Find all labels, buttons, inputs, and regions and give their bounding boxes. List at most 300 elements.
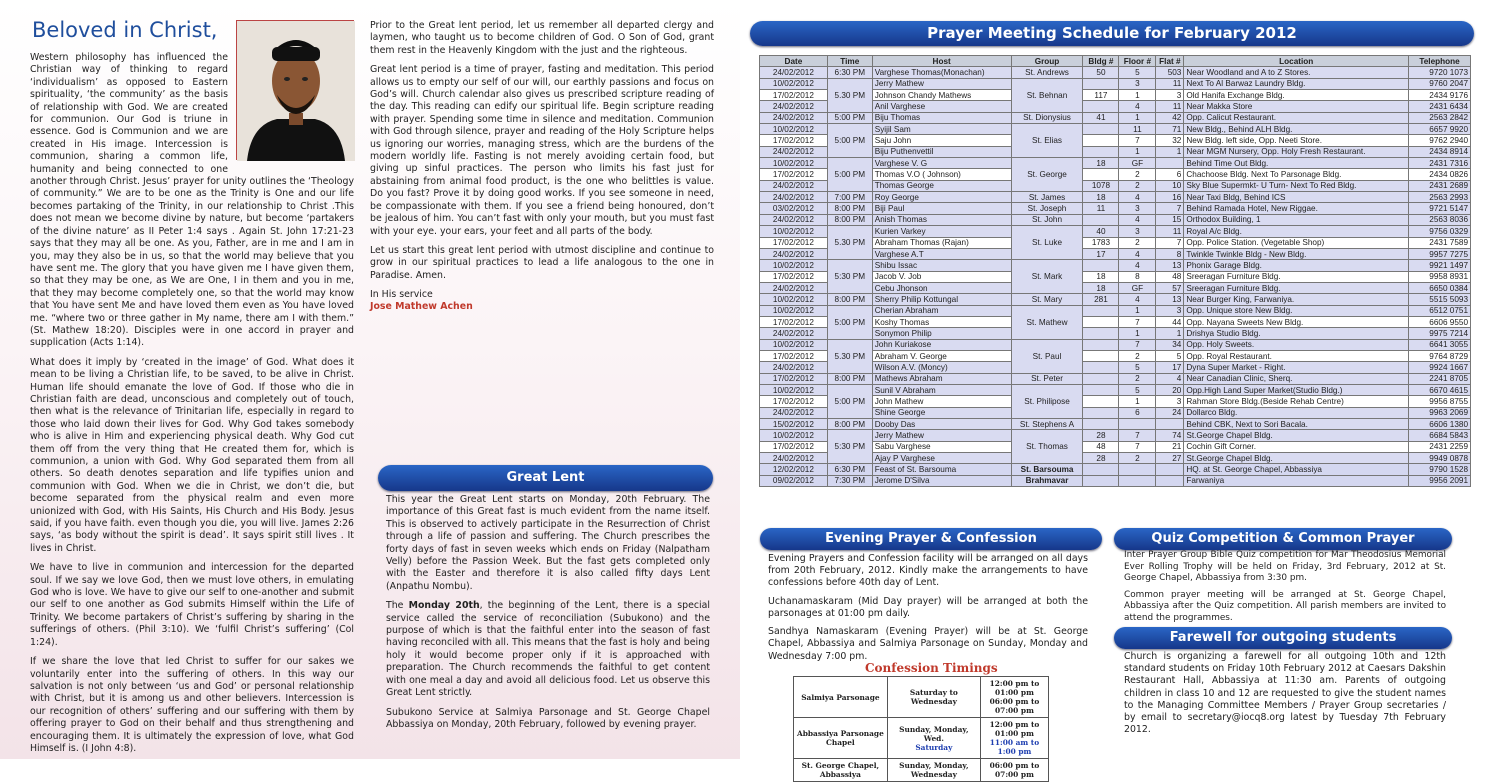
letter-paragraph: Great lent period is a time of prayer, fasting and meditation. This period allows us to empty our self of our will, our earthly passions and focus on God’s will. Church calendar also gives us prescribed scripture reading of the day. This reading can edify our spiritual life. Begin scripture reading with prayer. Spending some time in silence and meditation. Communion with God through silence, prayer and reading of the Holy Scripture helps us ignoring our worries, managing stress, which are the burdens of the modern worldly life. Fasting is not merely avoiding certain food, but giving up sinful practices. The person who limits his fast just for abstaining from animal food product, is the one who belittles is value. Do you fast? Prove it by doing good works. If you see someone in need, be compassionate with them. If you see a friend being honoured, don’t be jealous of him. You can’t fast with only your mouth, but you must fast with your eye. your ears, your feet and all parts of the body. — [370, 64, 714, 237]
schedule-date: 17/02/2012 — [760, 169, 828, 180]
schedule-bldg — [1083, 260, 1119, 271]
schedule-date: 24/02/2012 — [760, 180, 828, 191]
schedule-date: 24/02/2012 — [760, 101, 828, 112]
schedule-bldg — [1083, 169, 1119, 180]
schedule-floor: GF — [1119, 158, 1156, 169]
schedule-location: Opp. Nayana Sweets New Bldg. — [1184, 316, 1409, 327]
schedule-time: 5:00 PM — [827, 305, 872, 339]
schedule-date: 17/02/2012 — [760, 90, 828, 101]
evening-prayer-heading: Evening Prayer & Confession — [760, 528, 1102, 550]
schedule-floor: 4 — [1119, 192, 1156, 203]
schedule-date: 17/02/2012 — [760, 271, 828, 282]
great-lent-body — [386, 494, 710, 738]
schedule-host: Saju John — [872, 135, 1011, 146]
schedule-date: 24/02/2012 — [760, 328, 828, 339]
schedule-group: St. Thomas — [1011, 430, 1083, 464]
great-lent-p2-bold: Monday 20th — [408, 600, 480, 612]
schedule-telephone: 5515 5093 — [1409, 294, 1471, 305]
schedule-date: 10/02/2012 — [760, 294, 828, 305]
schedule-bldg — [1083, 464, 1119, 475]
schedule-telephone: 9949 0878 — [1409, 453, 1471, 464]
schedule-group: St. Barsouma — [1011, 464, 1083, 475]
schedule-bldg: 18 — [1083, 282, 1119, 293]
schedule-bldg — [1083, 384, 1119, 395]
schedule-flat: 15 — [1156, 214, 1184, 225]
schedule-flat: 4 — [1156, 373, 1184, 384]
schedule-row — [760, 339, 1471, 350]
schedule-host: Sunil V Abraham — [872, 384, 1011, 395]
schedule-telephone: 6641 3055 — [1409, 339, 1471, 350]
schedule-flat: 1 — [1156, 328, 1184, 339]
schedule-row — [760, 124, 1471, 135]
schedule-flat: 6 — [1156, 169, 1184, 180]
schedule-floor: 4 — [1119, 101, 1156, 112]
schedule-location: Royal A/c Bldg. — [1184, 226, 1409, 237]
schedule-flat — [1156, 464, 1184, 475]
schedule-floor: 2 — [1119, 180, 1156, 191]
confession-time — [980, 718, 1048, 759]
schedule-group: St. Philipose — [1011, 384, 1083, 418]
schedule-floor: 8 — [1119, 271, 1156, 282]
schedule-location: St.George Chapel Bldg. — [1184, 453, 1409, 464]
schedule-telephone: 2431 7589 — [1409, 237, 1471, 248]
schedule-date: 10/02/2012 — [760, 78, 828, 89]
schedule-location: Sreeragan Furniture Bldg. — [1184, 282, 1409, 293]
schedule-location: Opp. Unique store New Bldg. — [1184, 305, 1409, 316]
schedule-flat: 57 — [1156, 282, 1184, 293]
schedule-bldg — [1083, 101, 1119, 112]
schedule-time: 8:00 PM — [827, 419, 872, 430]
schedule-bldg — [1083, 362, 1119, 373]
schedule-location: Opp. Police Station. (Vegetable Shop) — [1184, 237, 1409, 248]
schedule-floor: 1 — [1119, 328, 1156, 339]
schedule-floor: 7 — [1119, 339, 1156, 350]
confession-row — [794, 759, 1049, 782]
evening-paragraph: Sandhya Namaskaram (Evening Prayer) will be at St. George Chapel, Abbassiya and Salmiya Parsonage on Sunday, Monday and Wednesday 7:00 pm. — [768, 626, 1088, 662]
schedule-date: 24/02/2012 — [760, 214, 828, 225]
schedule-date: 24/02/2012 — [760, 282, 828, 293]
schedule-flat: 7 — [1156, 203, 1184, 214]
schedule-floor: 2 — [1119, 169, 1156, 180]
schedule-location: New Bldg. left side, Opp. Neeti Store. — [1184, 135, 1409, 146]
schedule-row — [760, 112, 1471, 123]
letter-paragraph: If we share the love that led Christ to suffer for our sakes we voluntarily enter into the suffering of others. In this way our salvation is not only between ‘us and God’ or personal relationship with Christ, but it is among us and other believers. Intercession is our recognition of others’ suffering and our suffering with them by offering prayer to God on their behalf and thus strengthening and encouraging them. It is ultimately the expression of love, what God Himself is. (I John 4:8). — [30, 656, 354, 754]
schedule-bldg: 281 — [1083, 294, 1119, 305]
quiz-body — [1124, 550, 1446, 629]
schedule-date: 24/02/2012 — [760, 407, 828, 418]
schedule-bldg — [1083, 78, 1119, 89]
schedule-floor: 5 — [1119, 67, 1156, 78]
schedule-host: Anish Thomas — [872, 214, 1011, 225]
schedule-group: St. John — [1011, 214, 1083, 225]
schedule-telephone: 2563 8036 — [1409, 214, 1471, 225]
schedule-telephone: 6650 0384 — [1409, 282, 1471, 293]
schedule-flat: 7 — [1156, 237, 1184, 248]
schedule-bldg — [1083, 316, 1119, 327]
schedule-location: Dyna Super Market - Right. — [1184, 362, 1409, 373]
schedule-time: 5.30 PM — [827, 78, 872, 112]
schedule-host: Cherian Abraham — [872, 305, 1011, 316]
confession-time-1: 12:00 pm to 01:00 pm — [989, 720, 1040, 738]
schedule-floor: 5 — [1119, 362, 1156, 373]
schedule-floor: GF — [1119, 282, 1156, 293]
confession-time-2: 11:00 am to 1:00 pm — [989, 738, 1040, 756]
schedule-heading: Prayer Meeting Schedule for February 2012 — [750, 21, 1474, 46]
confession-days: Sunday, Monday, Wednesday — [887, 759, 980, 782]
schedule-row — [760, 192, 1471, 203]
confession-row — [794, 718, 1049, 759]
schedule-time: 5:00 PM — [827, 112, 872, 123]
schedule-time: 5:30 PM — [827, 260, 872, 294]
schedule-header-cell: Date — [760, 56, 828, 67]
schedule-telephone: 9762 2940 — [1409, 135, 1471, 146]
schedule-location: Opp. Calicut Restaurant. — [1184, 112, 1409, 123]
confession-days-2: Saturday — [915, 742, 953, 752]
schedule-date: 17/02/2012 — [760, 350, 828, 361]
schedule-host: Sherry Philip Kottungal — [872, 294, 1011, 305]
schedule-flat — [1156, 158, 1184, 169]
schedule-flat: 13 — [1156, 260, 1184, 271]
schedule-host: Syijil Sam — [872, 124, 1011, 135]
schedule-flat: 44 — [1156, 316, 1184, 327]
schedule-row — [760, 214, 1471, 225]
schedule-date: 15/02/2012 — [760, 419, 828, 430]
schedule-bldg: 18 — [1083, 158, 1119, 169]
schedule-bldg — [1083, 475, 1119, 486]
schedule-flat: 503 — [1156, 67, 1184, 78]
letter-column-2 — [370, 20, 714, 321]
schedule-date: 24/02/2012 — [760, 67, 828, 78]
schedule-date: 03/02/2012 — [760, 203, 828, 214]
schedule-host: Varghese Thomas(Monachan) — [872, 67, 1011, 78]
schedule-location: Orthodox Building, 1 — [1184, 214, 1409, 225]
schedule-telephone: 6684 5843 — [1409, 430, 1471, 441]
quiz-paragraph: Common prayer meeting will be arranged at St. George Chapel, Abbassiya after the Quiz competition. All parish members are invited to attend the programmes. — [1124, 589, 1446, 623]
schedule-row — [760, 294, 1471, 305]
schedule-location: Farwaniya — [1184, 475, 1409, 486]
schedule-group: St. Paul — [1011, 339, 1083, 373]
schedule-telephone: 9756 0329 — [1409, 226, 1471, 237]
schedule-time: 5:00 PM — [827, 124, 872, 158]
schedule-bldg — [1083, 146, 1119, 157]
schedule-row — [760, 384, 1471, 395]
schedule-date: 10/02/2012 — [760, 226, 828, 237]
schedule-location: Behind Time Out Bldg. — [1184, 158, 1409, 169]
schedule-floor: 7 — [1119, 430, 1156, 441]
schedule-body — [760, 67, 1471, 487]
schedule-floor: 4 — [1119, 214, 1156, 225]
schedule-bldg — [1083, 373, 1119, 384]
confession-days: Saturday to Wednesday — [887, 677, 980, 718]
schedule-telephone: 9956 2091 — [1409, 475, 1471, 486]
schedule-group: St. Behnan — [1011, 78, 1083, 112]
schedule-group: St. James — [1011, 192, 1083, 203]
schedule-location: Next To Al Barwaz Laundry Bldg. — [1184, 78, 1409, 89]
schedule-flat: 34 — [1156, 339, 1184, 350]
schedule-flat: 1 — [1156, 146, 1184, 157]
schedule-flat: 8 — [1156, 248, 1184, 259]
schedule-date: 10/02/2012 — [760, 260, 828, 271]
schedule-floor: 4 — [1119, 294, 1156, 305]
schedule-bldg — [1083, 135, 1119, 146]
schedule-flat: 10 — [1156, 180, 1184, 191]
schedule-floor: 2 — [1119, 373, 1156, 384]
schedule-row — [760, 226, 1471, 237]
schedule-bldg: 11 — [1083, 203, 1119, 214]
schedule-location: New Bldg., Behind ALH Bldg. — [1184, 124, 1409, 135]
schedule-bldg — [1083, 350, 1119, 361]
schedule-header-cell: Floor # — [1119, 56, 1156, 67]
schedule-flat — [1156, 475, 1184, 486]
schedule-location: Opp. Holy Sweets. — [1184, 339, 1409, 350]
schedule-flat: 3 — [1156, 396, 1184, 407]
schedule-floor: 1 — [1119, 112, 1156, 123]
schedule-group: St. Luke — [1011, 226, 1083, 260]
schedule-group: St. Mark — [1011, 260, 1083, 294]
schedule-flat: 24 — [1156, 407, 1184, 418]
schedule-row — [760, 78, 1471, 89]
schedule-flat: 27 — [1156, 453, 1184, 464]
great-lent-paragraph: Subukono Service at Salmiya Parsonage and St. George Chapel Abbassiya on Monday, 20th February, followed by evening prayer. — [386, 706, 710, 730]
schedule-bldg: 41 — [1083, 112, 1119, 123]
schedule-telephone: 9957 7275 — [1409, 248, 1471, 259]
schedule-time: 5.30 PM — [827, 226, 872, 260]
schedule-flat: 11 — [1156, 101, 1184, 112]
schedule-telephone: 2563 2842 — [1409, 112, 1471, 123]
schedule-bldg: 1078 — [1083, 180, 1119, 191]
schedule-host: Cebu Jhonson — [872, 282, 1011, 293]
schedule-host: Varghese V. G — [872, 158, 1011, 169]
schedule-host: Biju Thomas — [872, 112, 1011, 123]
great-lent-p2-rest: , the beginning of the Lent, there is a special service called the service of reconciliation (Subukono) and the purpose of which is that the faithful enter into the season of fast having reconciled with all. This means that the fast is holy and being holy it would become proper only if it is approached with preparation. The Church recommends the faithful to get content with one meal a day and avoid all delicious food. Let us observe this Great Lent strictly. — [386, 600, 710, 699]
schedule-group: St. Stephens A — [1011, 419, 1083, 430]
schedule-date: 17/02/2012 — [760, 237, 828, 248]
schedule-flat: 3 — [1156, 305, 1184, 316]
schedule-group: St. Dionysius — [1011, 112, 1083, 123]
schedule-floor — [1119, 419, 1156, 430]
schedule-date: 10/02/2012 — [760, 124, 828, 135]
quiz-paragraph: Inter Prayer Group Bible Quiz competition for Mar Theodosius Memorial Ever Rolling Trophy will be held on Friday, 3rd February, 2012 at St. George Chapel, Abbassiya from 3:30 pm. — [1124, 550, 1446, 584]
schedule-flat: 13 — [1156, 294, 1184, 305]
schedule-telephone: 2431 2259 — [1409, 441, 1471, 452]
schedule-row — [760, 305, 1471, 316]
schedule-row — [760, 158, 1471, 169]
schedule-date: 12/02/2012 — [760, 464, 828, 475]
schedule-floor: 11 — [1119, 124, 1156, 135]
schedule-time: 8:00 PM — [827, 203, 872, 214]
schedule-floor: 3 — [1119, 78, 1156, 89]
schedule-location: Chachoose Bldg. Next To Parsonage Bldg. — [1184, 169, 1409, 180]
schedule-group: St. George — [1011, 158, 1083, 192]
schedule-flat: 16 — [1156, 192, 1184, 203]
schedule-header-cell: Time — [827, 56, 872, 67]
confession-timings-table — [793, 676, 1049, 782]
schedule-floor — [1119, 475, 1156, 486]
evening-prayer-body — [768, 553, 1088, 669]
schedule-host: Anil Varghese — [872, 101, 1011, 112]
schedule-floor: 5 — [1119, 384, 1156, 395]
schedule-bldg — [1083, 407, 1119, 418]
schedule-location: Near MGM Nursery, Opp. Holy Fresh Restaurant. — [1184, 146, 1409, 157]
schedule-location: Rahman Store Bldg.(Beside Rehab Centre) — [1184, 396, 1409, 407]
letter-closing: In His service — [370, 289, 433, 301]
schedule-header-cell: Group — [1011, 56, 1083, 67]
schedule-bldg: 18 — [1083, 192, 1119, 203]
schedule-location: Drishya Studio Bldg. — [1184, 328, 1409, 339]
schedule-floor: 2 — [1119, 237, 1156, 248]
schedule-host: Feast of St. Barsouma — [872, 464, 1011, 475]
confession-place: St. George Chapel, Abbassiya — [794, 759, 888, 782]
schedule-host: Abraham V. George — [872, 350, 1011, 361]
schedule-row — [760, 203, 1471, 214]
schedule-host: Varghese A.T — [872, 248, 1011, 259]
schedule-location: Dollarco Bldg. — [1184, 407, 1409, 418]
schedule-bldg — [1083, 305, 1119, 316]
letter-paragraph: What does it imply by ‘created in the image’ of God. What does it mean to be living a Christian life, to be saved, to be alive in Christ. Human life should emanate the love of God. If those who die in Christian faith are dead, unconscious and completely out of touch, then what is the relevance of Trinitarian life, especially in regard to those who laid down their lives for God. Why God takes somebody who is alive in Him and experiencing physical death. Why God cut them off from the very thing that He created them for, which is communion, a union with God. Why God separated them from all others. So death denotes separation and life typifies union and communion with God. When we die in Christ, we don’t die, but become separated from the physical realm and even more unionized with God, with His Saints, His Church and His Body. Jesus said, if you have faith. even though you die, you will live. James 2:26 says, ‘as body without the spirit is dead’. It says spirit still lives . It lives in Christ. — [30, 356, 354, 554]
confession-timings-title: Confession Timings — [865, 661, 998, 675]
schedule-time: 7:30 PM — [827, 475, 872, 486]
schedule-flat: 74 — [1156, 430, 1184, 441]
schedule-telephone: 9721 5147 — [1409, 203, 1471, 214]
schedule-host: Jerry Mathew — [872, 430, 1011, 441]
schedule-location: Behind Ramada Hotel, New Riggae. — [1184, 203, 1409, 214]
schedule-date: 24/02/2012 — [760, 453, 828, 464]
schedule-telephone: 6657 9920 — [1409, 124, 1471, 135]
schedule-host: Shine George — [872, 407, 1011, 418]
confession-time — [980, 677, 1048, 718]
schedule-host: Jerome D'Silva — [872, 475, 1011, 486]
schedule-host: Abraham Thomas (Rajan) — [872, 237, 1011, 248]
schedule-date: 17/02/2012 — [760, 316, 828, 327]
schedule-flat — [1156, 419, 1184, 430]
schedule-flat: 32 — [1156, 135, 1184, 146]
schedule-date: 24/02/2012 — [760, 248, 828, 259]
schedule-host: Mathews Abraham — [872, 373, 1011, 384]
schedule-bldg — [1083, 396, 1119, 407]
schedule-host: Wilson A.V. (Moncy) — [872, 362, 1011, 373]
schedule-group: St. Andrews — [1011, 67, 1083, 78]
schedule-flat: 11 — [1156, 78, 1184, 89]
schedule-floor: 3 — [1119, 226, 1156, 237]
schedule-host: Sonymon Philip — [872, 328, 1011, 339]
priest-portrait — [236, 20, 354, 160]
schedule-date: 17/02/2012 — [760, 373, 828, 384]
schedule-flat: 71 — [1156, 124, 1184, 135]
schedule-location: Near Makka Store — [1184, 101, 1409, 112]
schedule-time: 5:30 PM — [827, 430, 872, 464]
farewell-heading: Farewell for outgoing students — [1114, 627, 1452, 649]
schedule-telephone: 2434 8914 — [1409, 146, 1471, 157]
schedule-host: John Kuriakose — [872, 339, 1011, 350]
schedule-time: 5:00 PM — [827, 158, 872, 192]
schedule-bldg: 17 — [1083, 248, 1119, 259]
schedule-location: Cochin Gift Corner. — [1184, 441, 1409, 452]
schedule-location: Phonix Garage Bldg. — [1184, 260, 1409, 271]
schedule-telephone: 6606 9550 — [1409, 316, 1471, 327]
farewell-body: Church is organizing a farewell for all outgoing 10th and 12th standard students on Friday 10th February 2012 at Caesars Dakshin Restaurant Hall, Abbassiya at 11:30 am. Parents of outgoing children in class 10 and 12 are requested to give the student names to the Managing Committee Members / Prayer Group secretaries / by email to secretary@iocq8.org latest by Tuesday 7th February 2012. — [1124, 651, 1446, 736]
letter-paragraph: Let us start this great lent period with utmost discipline and continue to grow in our spiritual practices to lead a life analogous to the one in Paradise. Amen. — [370, 244, 714, 281]
schedule-floor: 1 — [1119, 146, 1156, 157]
evening-paragraph: Evening Prayers and Confession facility will be arranged on all days from 20th February, 2012. Kindly make the arrangements to have confessions before 40th day of Lent. — [768, 553, 1088, 589]
prayer-schedule-table — [759, 55, 1471, 487]
schedule-header-row — [760, 56, 1471, 67]
schedule-telephone: 9924 1667 — [1409, 362, 1471, 373]
schedule-time: 6:30 PM — [827, 67, 872, 78]
letter-column-1 — [30, 52, 354, 762]
schedule-flat: 20 — [1156, 384, 1184, 395]
great-lent-heading: Great Lent — [378, 465, 713, 491]
schedule-telephone: 2431 7316 — [1409, 158, 1471, 169]
schedule-date: 17/02/2012 — [760, 396, 828, 407]
schedule-telephone: 2241 8705 — [1409, 373, 1471, 384]
schedule-header-cell: Bldg # — [1083, 56, 1119, 67]
schedule-date: 17/02/2012 — [760, 441, 828, 452]
schedule-date: 10/02/2012 — [760, 158, 828, 169]
schedule-host: Shibu Issac — [872, 260, 1011, 271]
schedule-bldg: 50 — [1083, 67, 1119, 78]
schedule-bldg: 28 — [1083, 453, 1119, 464]
schedule-group: St. Mary — [1011, 294, 1083, 305]
confession-place: Abbassiya Parsonage Chapel — [794, 718, 888, 759]
schedule-time: 5:00 PM — [827, 384, 872, 418]
schedule-date: 24/02/2012 — [760, 112, 828, 123]
schedule-host: Ajay P Varghese — [872, 453, 1011, 464]
schedule-floor: 3 — [1119, 203, 1156, 214]
great-lent-paragraph — [386, 600, 710, 699]
schedule-bldg: 40 — [1083, 226, 1119, 237]
schedule-header-cell: Host — [872, 56, 1011, 67]
schedule-date: 10/02/2012 — [760, 430, 828, 441]
schedule-bldg — [1083, 419, 1119, 430]
schedule-telephone: 9956 8755 — [1409, 396, 1471, 407]
schedule-floor: 7 — [1119, 135, 1156, 146]
schedule-flat: 3 — [1156, 90, 1184, 101]
schedule-location: HQ. at St. George Chapel, Abbassiya — [1184, 464, 1409, 475]
schedule-telephone: 2563 2993 — [1409, 192, 1471, 203]
schedule-date: 17/02/2012 — [760, 135, 828, 146]
schedule-floor: 6 — [1119, 407, 1156, 418]
schedule-telephone: 2434 9176 — [1409, 90, 1471, 101]
schedule-host: Biji Paul — [872, 203, 1011, 214]
schedule-telephone: 9958 8931 — [1409, 271, 1471, 282]
schedule-telephone: 6512 0751 — [1409, 305, 1471, 316]
schedule-location: Opp.High Land Super Market(Studio Bldg.) — [1184, 384, 1409, 395]
schedule-row — [760, 430, 1471, 441]
schedule-row — [760, 475, 1471, 486]
confession-place: Salmiya Parsonage — [794, 677, 888, 718]
schedule-row — [760, 419, 1471, 430]
schedule-bldg — [1083, 214, 1119, 225]
schedule-host: Biju Puthenvettil — [872, 146, 1011, 157]
schedule-floor: 7 — [1119, 441, 1156, 452]
schedule-date: 09/02/2012 — [760, 475, 828, 486]
schedule-floor: 1 — [1119, 305, 1156, 316]
schedule-bldg — [1083, 328, 1119, 339]
schedule-date: 24/02/2012 — [760, 362, 828, 373]
schedule-location: Opp. Royal Restaurant. — [1184, 350, 1409, 361]
schedule-telephone: 6606 1380 — [1409, 419, 1471, 430]
schedule-bldg: 48 — [1083, 441, 1119, 452]
schedule-date: 24/02/2012 — [760, 192, 828, 203]
schedule-date: 10/02/2012 — [760, 384, 828, 395]
great-lent-paragraph: This year the Great Lent starts on Monday, 20th February. The importance of this Great fast is much evident from the name itself. This is observed to actively participate in the Resurrection of Christ through a life of passion and suffering. The Church prescribes the forty days of fast in seven weeks which ends on Friday (Nalpatham Velly) before the Passion Week. But the fast gets completed only with the Easter and therefore it is also called fifty days Lent (Anpathu Nombu). — [386, 494, 710, 592]
great-lent-p2-pre: The — [386, 600, 409, 612]
schedule-location: Near Taxi Bldg, Behind ICS — [1184, 192, 1409, 203]
schedule-group: St. Elias — [1011, 124, 1083, 158]
letter-paragraph: Prior to the Great lent period, let us remember all departed clergy and laymen, who taught us to become children of God. O Son of God, grant them rest in the Heavenly Kingdom with the just and the righteous. — [370, 20, 714, 56]
schedule-telephone: 2431 6434 — [1409, 101, 1471, 112]
schedule-time: 7:00 PM — [827, 192, 872, 203]
